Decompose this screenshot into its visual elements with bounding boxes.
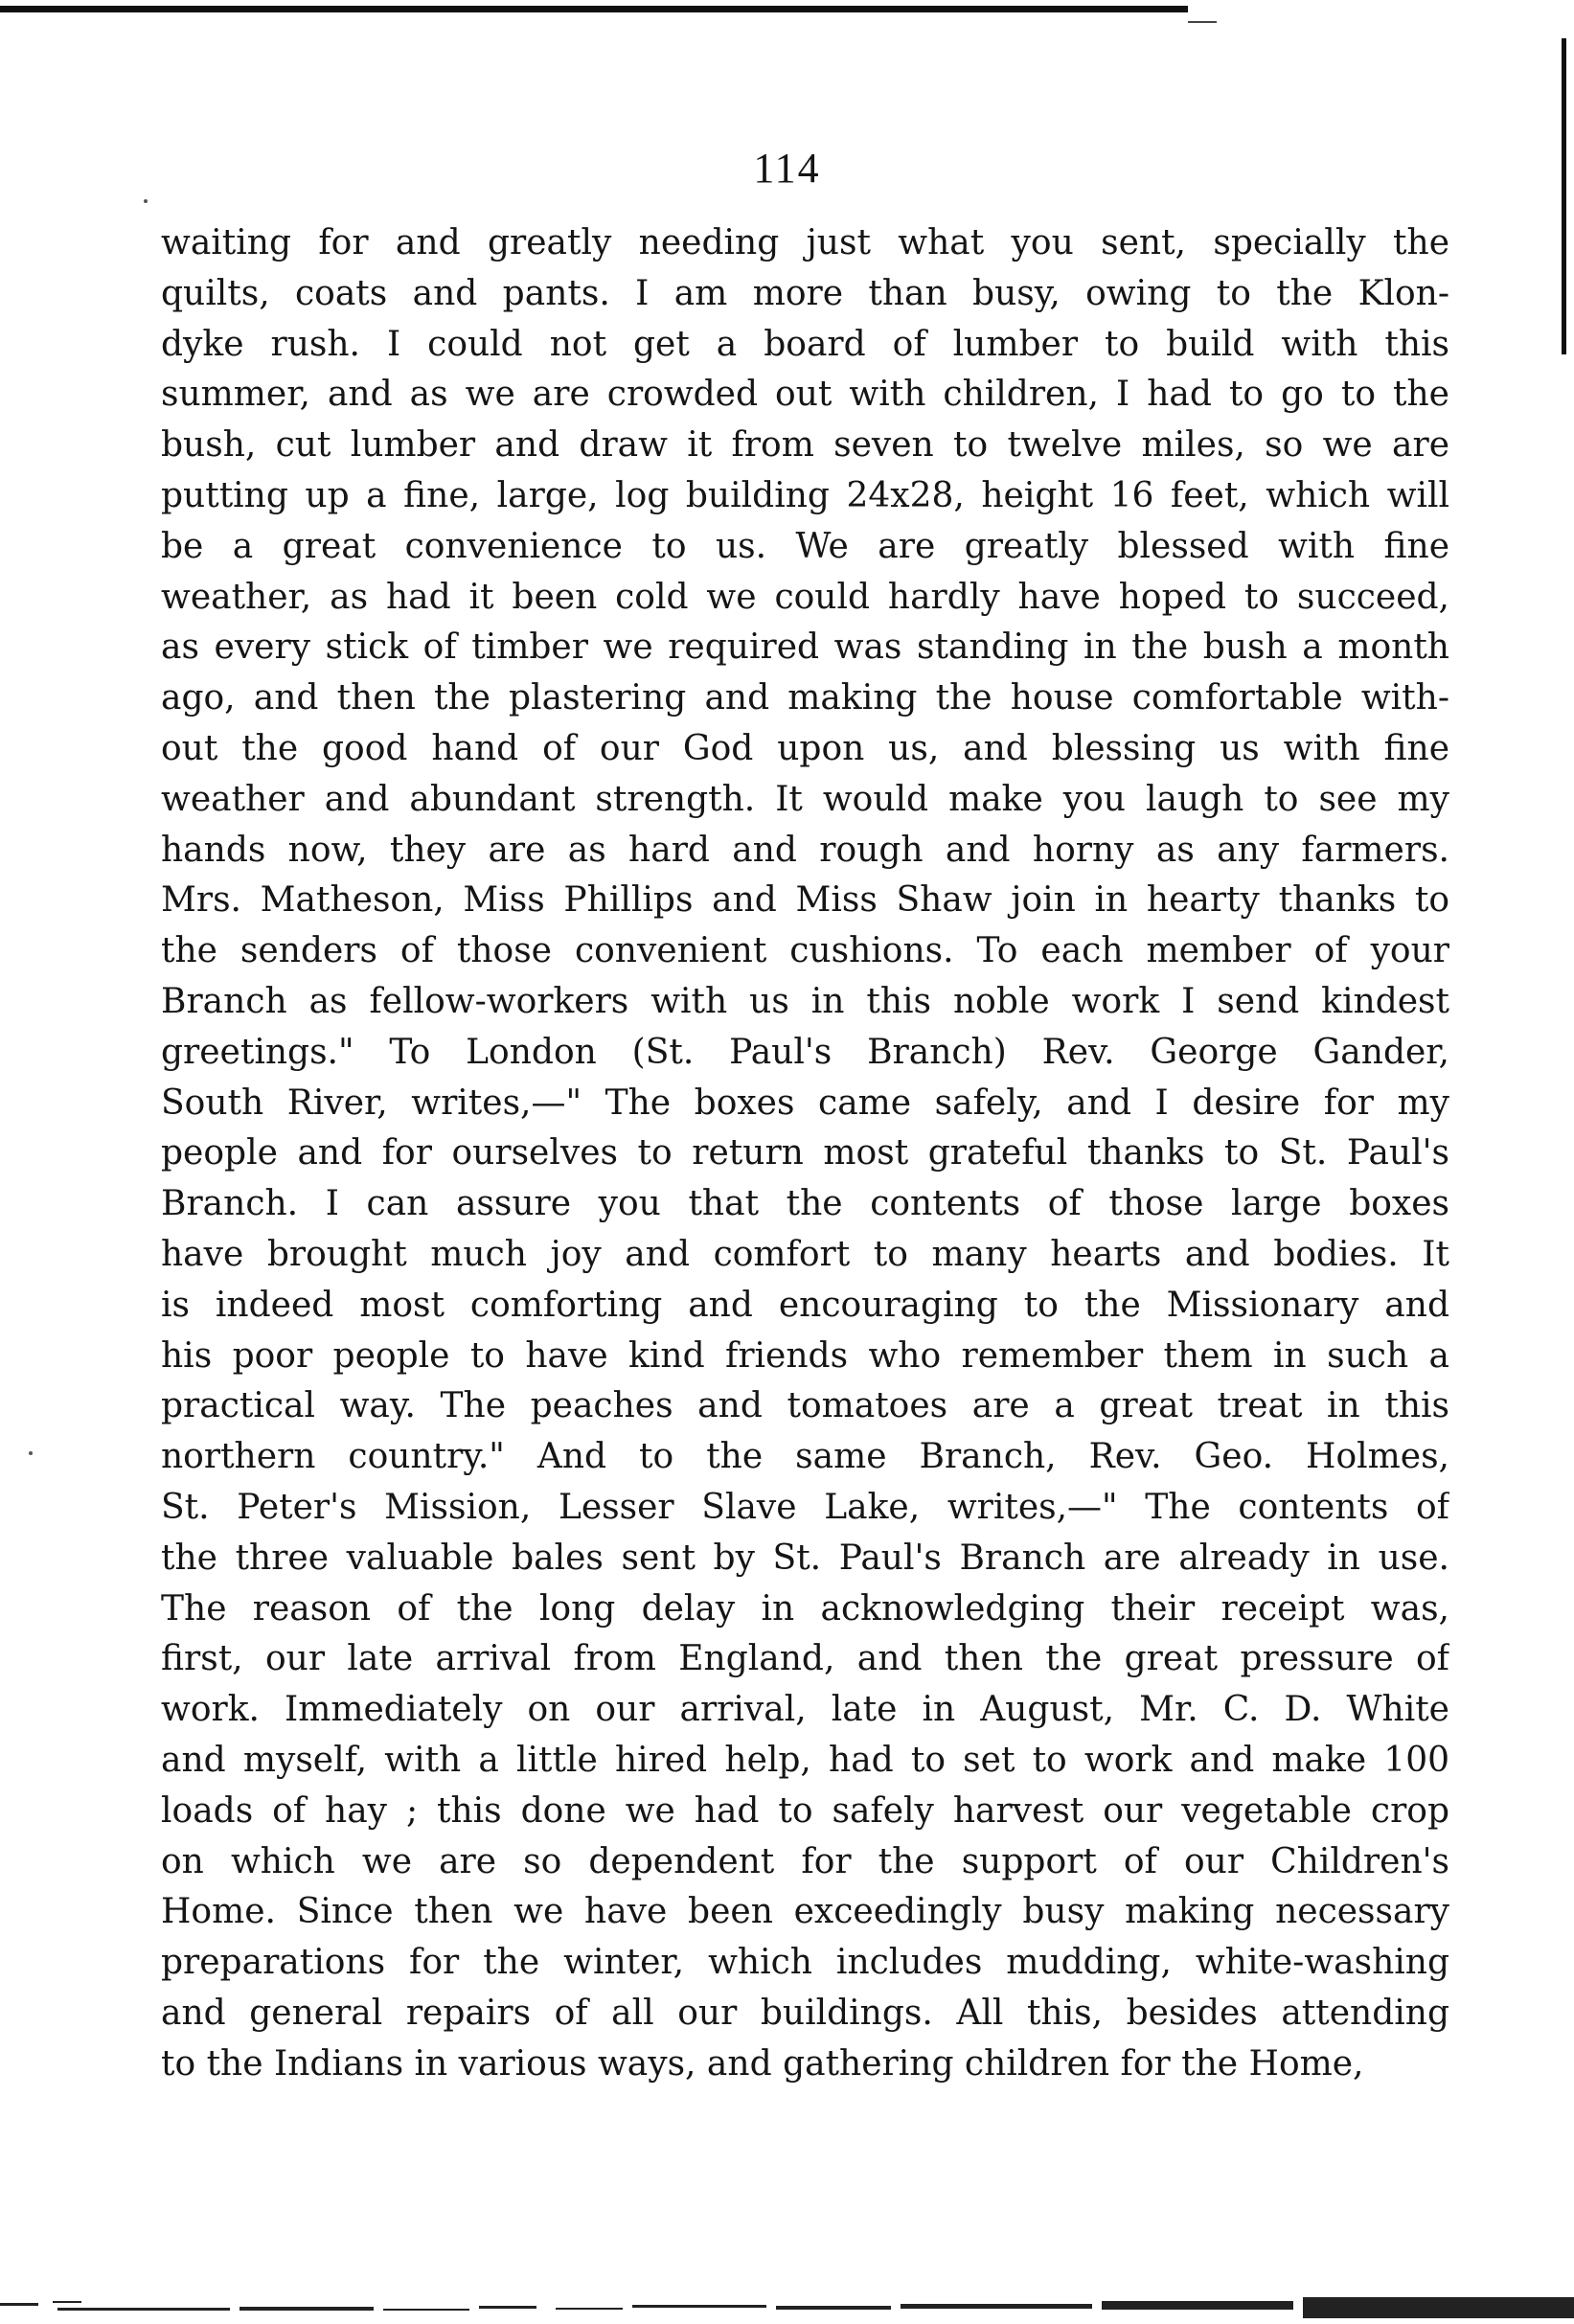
text-line: putting up a fine, large, log building 24x28, height 16 feet, which will [161, 475, 1449, 515]
text-line: bush, cut lumber and draw it from seven to twelve miles, so we are [161, 425, 1449, 466]
text-line: the senders of those convenient cushions. To each member of your [161, 931, 1449, 971]
text-line: have brought much joy and comfort to many hearts and bodies. It [161, 1234, 1449, 1274]
text-line: quilts, coats and pants. I am more than busy, owing to the Klon- [161, 273, 1449, 313]
text-line: be a great convenience to us. We are greatly blessed with fine [161, 526, 1449, 566]
text-line: greetings." To London (St. Paul's Branch) Rev. George Gander, [161, 1032, 1449, 1072]
right-edge-rule [1562, 38, 1566, 354]
top-border-rule-tail [1188, 21, 1217, 23]
bottom-scan-edge [0, 2291, 1574, 2318]
margin-speck [29, 1451, 33, 1455]
text-line: his poor people to have kind friends who remember them in such a [161, 1335, 1449, 1376]
text-line: is indeed most comforting and encouraging to the Missionary and [161, 1285, 1449, 1325]
body-text [161, 218, 1449, 2089]
text-line: Branch as fellow-workers with us in this noble work I send kindest [161, 981, 1449, 1021]
text-line: The reason of the long delay in acknowledging their receipt was, [161, 1588, 1449, 1629]
margin-speck [144, 199, 148, 203]
text-line: and myself, with a little hired help, had to set to work and make 100 [161, 1740, 1449, 1780]
text-line: to the Indians in various ways, and gathering children for the Home, [161, 2043, 1364, 2084]
text-line: northern country." And to the same Branch, Rev. Geo. Holmes, [161, 1437, 1449, 1477]
text-line: the three valuable bales sent by St. Paul's Branch are already in use. [161, 1538, 1449, 1578]
text-line: practical way. The peaches and tomatoes are a great treat in this [161, 1386, 1449, 1426]
text-line: ago, and then the plastering and making the house comfortable with- [161, 678, 1449, 718]
text-line: loads of hay ; this done we had to safely harvest our vegetable crop [161, 1790, 1449, 1831]
text-line: Branch. I can assure you that the contents of those large boxes [161, 1184, 1449, 1224]
text-line: weather, as had it been cold we could hardly have hoped to succeed, [161, 577, 1449, 617]
text-line: South River, writes,—" The boxes came safely, and I desire for my [161, 1082, 1449, 1123]
top-border-rule [0, 6, 1188, 12]
text-line: weather and abundant strength. It would make you laugh to see my [161, 779, 1449, 819]
text-line: as every stick of timber we required was standing in the bush a month [161, 627, 1449, 668]
text-line: waiting for and greatly needing just what you sent, specially the [161, 223, 1449, 262]
text-line: first, our late arrival from England, and then the great pressure of [161, 1639, 1449, 1679]
text-line: Mrs. Matheson, Miss Phillips and Miss Shaw join in hearty thanks to [161, 880, 1449, 921]
text-line: work. Immediately on our arrival, late in August, Mr. C. D. White [161, 1690, 1449, 1730]
text-line: Home. Since then we have been exceedingly busy making necessary [161, 1892, 1449, 1932]
text-line: and general repairs of all our buildings. All this, besides attending [161, 1993, 1449, 2033]
text-line: St. Peter's Mission, Lesser Slave Lake, writes,—" The contents of [161, 1487, 1449, 1527]
text-line: people and for ourselves to return most grateful thanks to St. Paul's [161, 1133, 1449, 1173]
text-line: on which we are so dependent for the support of our Children's [161, 1841, 1449, 1881]
text-line: summer, and as we are crowded out with children, I had to go to the [161, 375, 1449, 415]
text-line: out the good hand of our God upon us, and blessing us with fine [161, 728, 1449, 768]
text-line: preparations for the winter, which includes mudding, white-washing [161, 1943, 1449, 1983]
text-line: hands now, they are as hard and rough and horny as any farmers. [161, 830, 1449, 870]
text-line: dyke rush. I could not get a board of lumber to build with this [161, 324, 1449, 364]
page-number: 114 [753, 145, 821, 192]
